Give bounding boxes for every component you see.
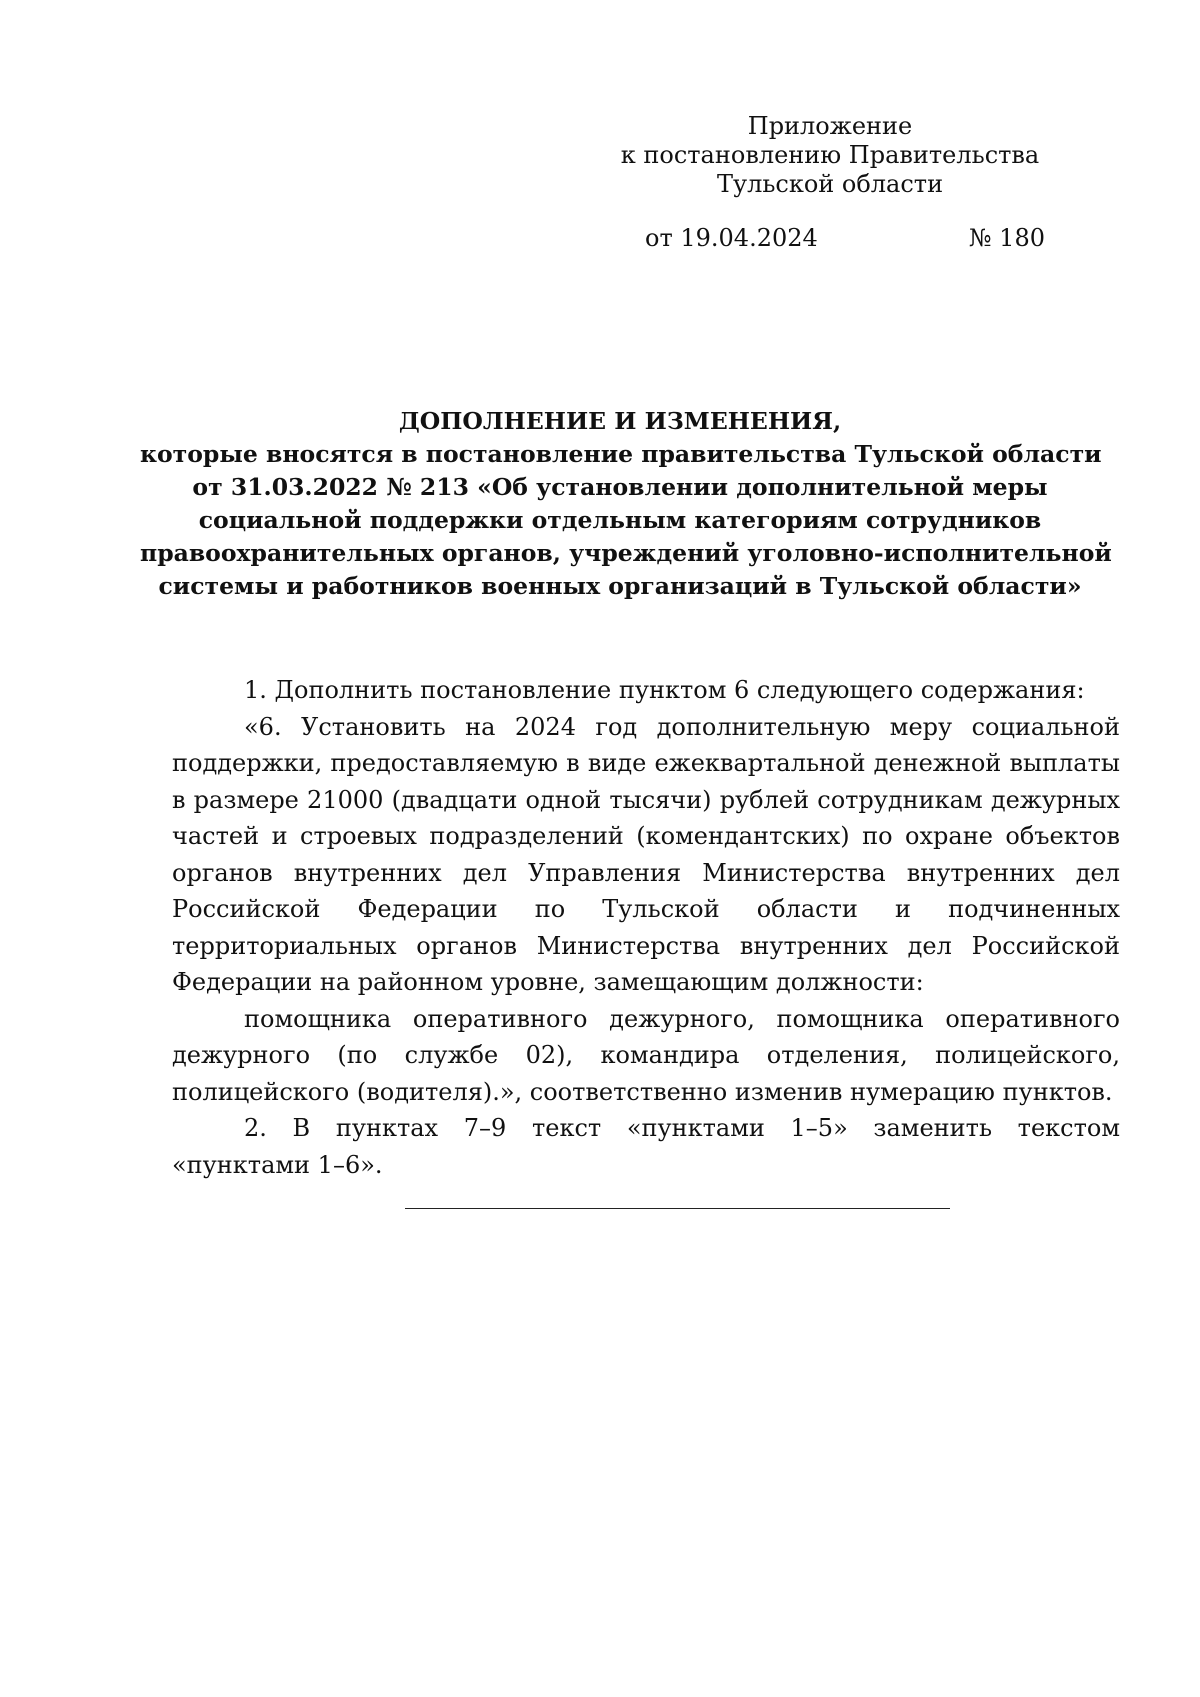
title-line-4: социальной поддержки отдельным категориям сотрудников xyxy=(198,506,1042,534)
appendix-header xyxy=(600,112,1060,199)
appendix-line-1: Приложение xyxy=(747,112,913,140)
title-line-2: которые вносятся в постановление правительства Тульской области xyxy=(140,440,1102,468)
paragraph-2: «6. Установить на 2024 год дополнительную меру социальной поддержки, предоставляемую в виде ежеквартальной денежной выплаты в размере 21000 (двадцати одной тысячи) рублей сотрудникам дежурных частей и строевых подразделений (комендантских) по охране объектов органов внутренних дел Управления Министерства внутренних дел Российской Федерации по Тульской области и подчиненных территориальных органов Министерства внутренних дел Российской Федерации на районном уровне, замещающим должности: xyxy=(172,712,1120,996)
appendix-line-2: к постановлению Правительства xyxy=(620,141,1040,169)
closing-divider xyxy=(405,1208,950,1209)
paragraph-3: помощника оперативного дежурного, помощника оперативного дежурного (по службе 02), командира отделения, полицейского, полицейского (водителя).», соответственно изменив нумерацию пунктов. xyxy=(172,1004,1120,1106)
document-body xyxy=(172,672,1120,1183)
date-number-line xyxy=(645,222,1045,254)
title-line-3: от 31.03.2022 № 213 «Об установлении дополнительной меры xyxy=(192,473,1048,501)
title-line-1: ДОПОЛНЕНИЕ И ИЗМЕНЕНИЯ, xyxy=(398,407,842,435)
document-title xyxy=(140,405,1112,603)
document-date: от 19.04.2024 xyxy=(645,224,818,252)
paragraph-1: 1. Дополнить постановление пунктом 6 следующего содержания: xyxy=(244,676,1085,704)
title-line-5: правоохранительных органов, учреждений уголовно-исполнительной xyxy=(140,539,1112,567)
document-number: № 180 xyxy=(968,224,1045,252)
paragraph-4: 2. В пунктах 7–9 текст «пунктами 1–5» заменить текстом «пунктами 1–6». xyxy=(172,1114,1120,1179)
title-line-6: системы и работников военных организаций в Тульской области» xyxy=(158,572,1082,600)
appendix-line-3: Тульской области xyxy=(716,170,944,198)
